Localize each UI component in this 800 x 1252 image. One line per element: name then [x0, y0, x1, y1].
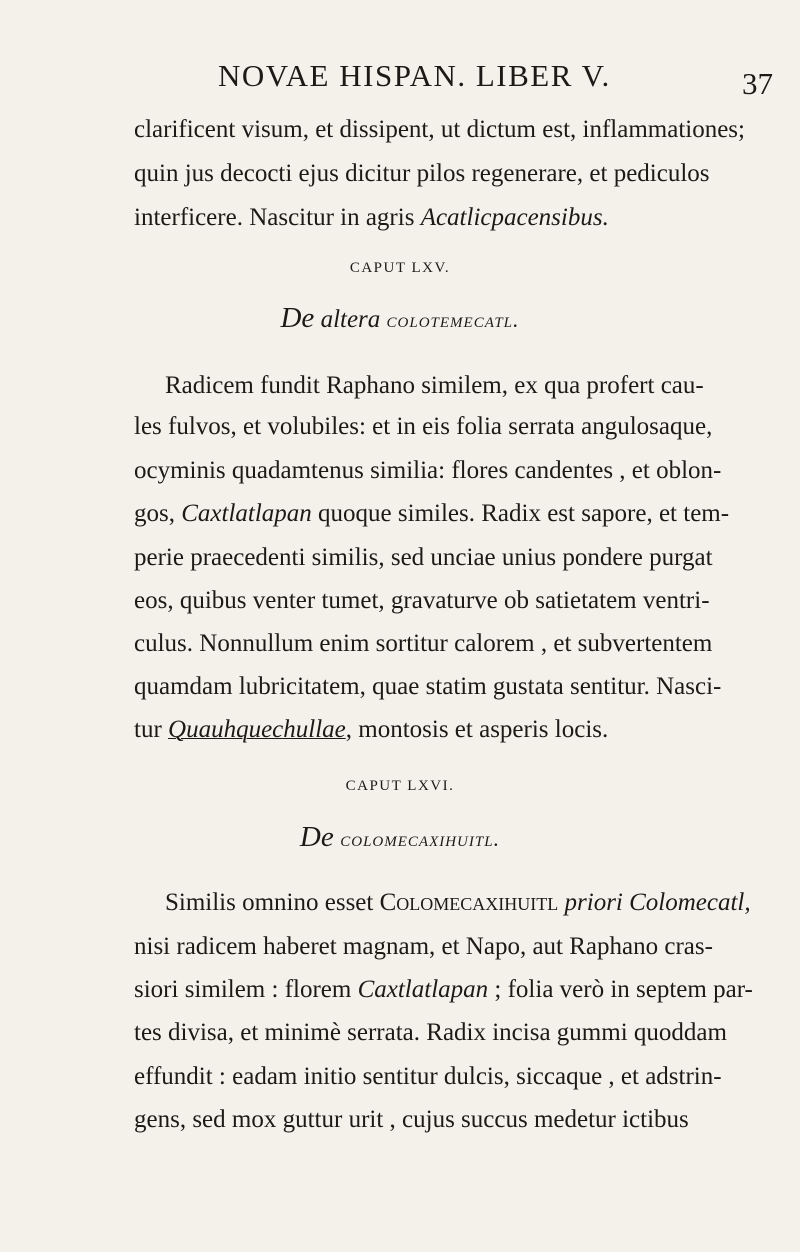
chapter-heading [0, 302, 800, 335]
text-line [134, 1103, 689, 1137]
heading-text: altera [314, 306, 387, 333]
text-span: ; folia verò in septem par- [488, 976, 753, 1003]
text-span: nisi radicem haberet magnam, et Napo, aut Raphano cras- [134, 933, 713, 960]
plant-name: colomecaxihuitl. [333, 826, 501, 851]
text-span: perie praecedenti similis, sed unciae unius pondere purgat [134, 544, 713, 571]
text-line [134, 201, 679, 235]
text-line [134, 930, 713, 964]
page-number: 37 [742, 66, 773, 101]
text-span: quin jus decocti ejus dicitur pilos regenerare, et pediculos [134, 160, 710, 187]
text-span: effundit : eadam initio sentitur dulcis, siccaque , et adstrin- [134, 1063, 722, 1090]
text-span: siori similem : florem [134, 976, 358, 1003]
plant-name: Caxtlatlapan [181, 500, 312, 527]
text-span: gos, [134, 500, 182, 527]
text-line [134, 584, 710, 618]
text-span: eos, quibus venter tumet, gravaturve ob satietatem ventri- [134, 587, 710, 614]
plant-name: Colomecaxihuitl [379, 889, 559, 916]
text-span: gens, sed mox guttur urit , cujus succus medetur ictibus [134, 1106, 689, 1133]
text-line [134, 541, 713, 575]
text-line [134, 157, 710, 191]
text-span: ocyminis quadamtenus similia: flores candentes , et oblon- [134, 457, 722, 484]
text-span: Radicem fundit Raphano similem, ex qua profert cau- [165, 372, 704, 399]
plant-name: colotemecatl. [386, 307, 520, 332]
page-header [0, 58, 800, 101]
plant-name: Caxtlatlapan [357, 976, 489, 1003]
text-line [134, 410, 713, 444]
heading-de: De [299, 821, 334, 853]
running-head: NOVAE HISPAN. LIBER V. [218, 58, 611, 93]
chapter-heading [0, 821, 800, 854]
text-line [134, 973, 753, 1007]
text-line [134, 454, 722, 488]
text-line [134, 670, 722, 704]
text-line [134, 497, 730, 531]
text-line [165, 886, 751, 920]
text-span: culus. Nonnullum enim sortitur calorem , et subvertentem [134, 630, 713, 657]
heading-de: De [280, 302, 315, 334]
text-line [165, 369, 704, 403]
text-span: interficere. Nascitur in agris [134, 204, 421, 231]
chapter-number: CAPUT LXV. [349, 260, 451, 276]
place-name: Quauhquechullae [168, 716, 346, 743]
text-line [134, 1060, 722, 1094]
chapter-number: CAPUT LXVI. [345, 778, 455, 794]
text-span: quamdam lubricitatem, quae statim gustata sentitur. Nasci- [134, 673, 722, 700]
text-line [134, 627, 713, 661]
text-line [134, 1016, 727, 1050]
text-span: clarificent visum, et dissipent, ut dictum est, inflammationes; [134, 116, 745, 143]
text-span: Similis omnino esset [165, 889, 380, 916]
text-line [134, 713, 679, 747]
text-span: tes divisa, et minimè serrata. Radix incisa gummi quoddam [134, 1019, 727, 1046]
text-span: quoque similes. Radix est sapore, et tem- [311, 500, 730, 527]
text-span: , montosis et asperis locis. [345, 716, 609, 743]
text-line [134, 113, 745, 147]
text-span: les fulvos, et volubiles: et in eis folia serrata angulosaque, [134, 413, 713, 440]
plant-name: priori Colomecatl, [558, 889, 751, 916]
place-name: Acatlicpacensibus. [420, 204, 609, 231]
text-span: tur [134, 716, 169, 743]
